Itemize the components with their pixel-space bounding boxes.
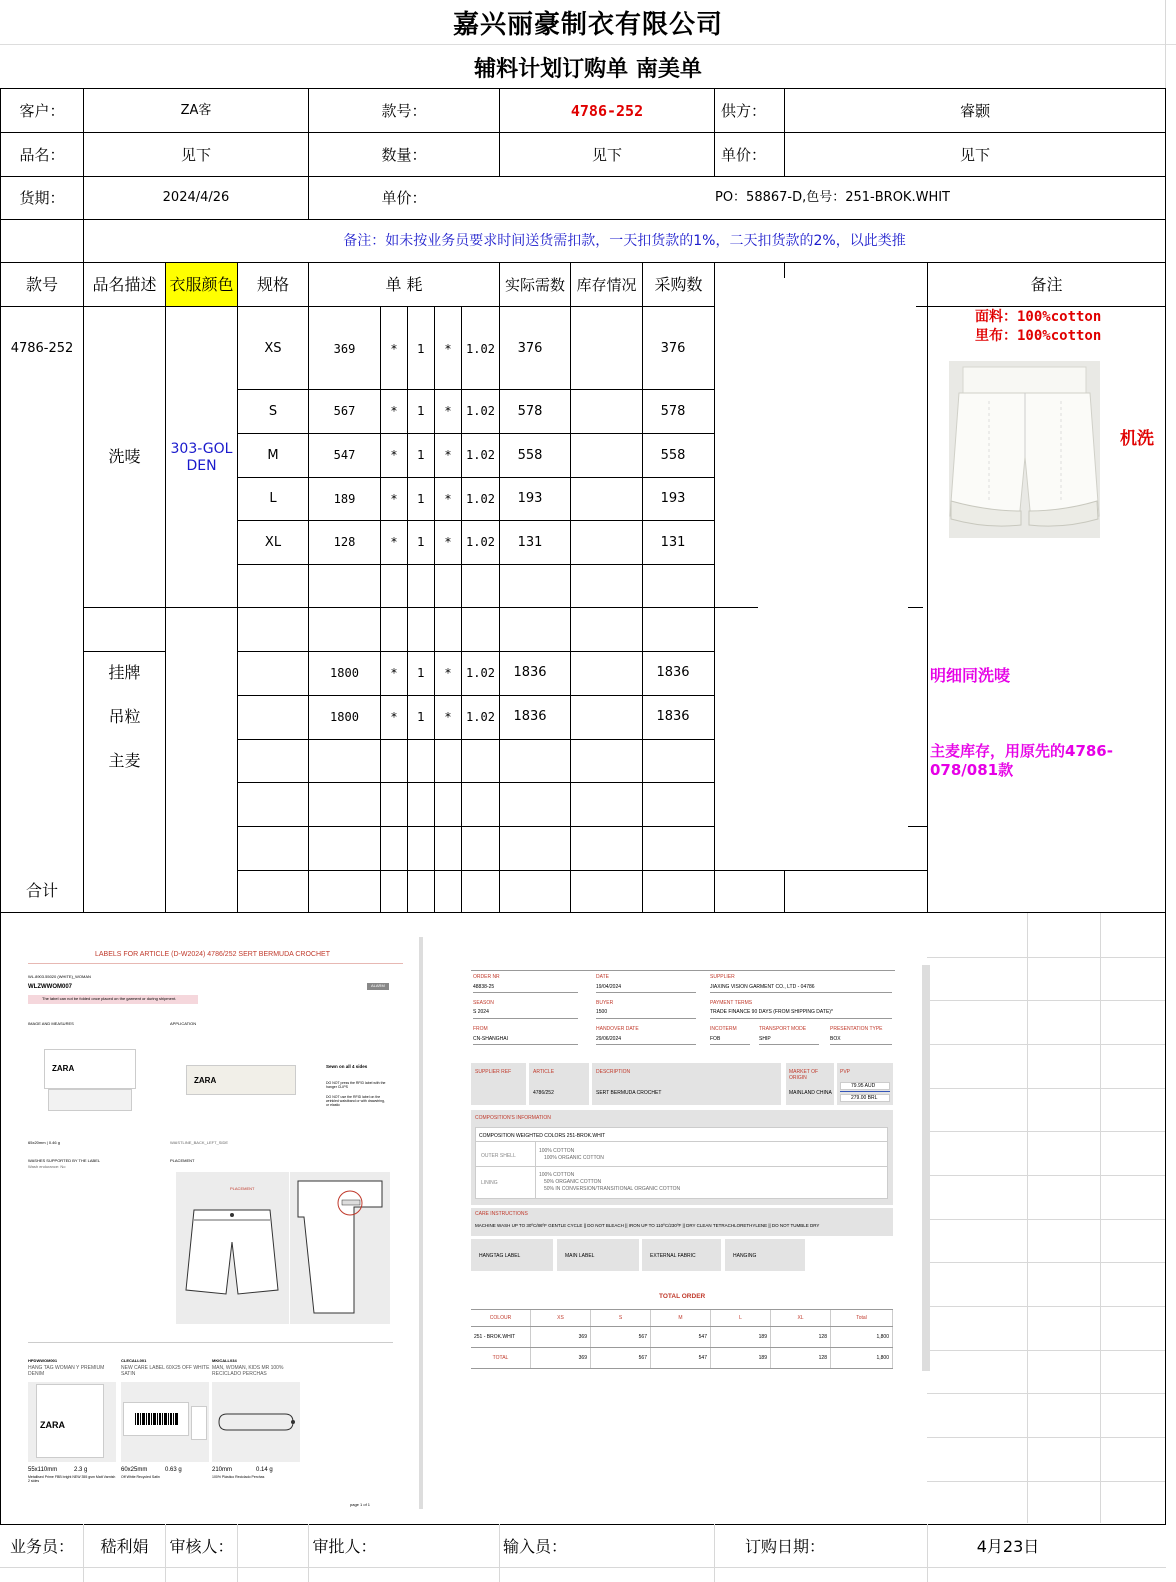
table-cell: Total [831,1310,893,1326]
size-row-m: 1 [417,341,425,356]
table-cell: 369 [531,1327,591,1347]
col-stock: 库存情况 [576,275,637,294]
color-name: 303-GOLDEN [170,441,233,474]
size-row-x1: * [391,535,397,550]
size-row-x2: * [445,535,451,550]
size-row-need: 193 [517,491,543,507]
size-row-size: XL [264,534,282,550]
remark-tag: 明细同洗唛 [930,666,1011,685]
size-row-qty: 128 [333,535,356,550]
table-cell: 567 [591,1348,651,1368]
order-sheet: ORDER NR 48838-25 DATE 19/04/2024 SUPPLIER JIAXING VISION GARMENT CO., LTD - 04786 SEASON S 2024 BUYER 1500 PAYMENT TERMS TRADE FINANCE 90 DAYS (FROM SHIPPING DATE)* FROM CN-SHANGHAI HANDOVER DATE 29/06/2024 INCOTERM FOB TRANSPORT MODE SHIP PRESENTATION TYPE BOX SUPPLIER REF ARTICLE 4786/252 DESCRIPTION SERT BERMUDA CROCHET MARKET OF ORIGIN MAINLAND CHINA PVP 79.95 AUD 279.00 BRL COMPOSITION'S INFORMATION COMPOSITION WEIGHTED COLORS 251-BROK.WHIT OUTER SHELL 100% COTTON 100% ORGANIC COTTON LINING 100% COTTON 50% ORGANIC COTTON 50% IN CONVERSION/TRANSITIONAL ORGANIC COTTON CARE INSTRUCTIONS MACHINE WASH UP TO 30ºC/86ºF GENTLE CYCLE || DO NOT BLEACH || IRON UP TO 110ºC/230ºF || DRY CLEAN TETRACHLORETHYLENE || DO NOT TUMBLE DRY HANGTAG LABEL MAIN LABEL EXTERNAL FABRIC HANGING TOTAL ORDER COLOUR XS S M L XL Total 251 - BROK.WHIT 369 567 547 189 128 1,800 TOTAL 369 567 547 189 128 1,800 [465,965,930,1371]
size-row-x1: * [391,448,397,463]
order-date-value: 4月23日 [976,1536,1040,1556]
qty-value: 见下 [591,145,622,164]
blank-region [715,278,916,607]
size-row-need: 578 [517,403,543,419]
main-label-button: MAIN LABEL [565,1253,595,1259]
barcode-icon [135,1413,179,1425]
extra-row-desc: 吊粒 [108,707,141,727]
size-row-f: 1.02 [466,404,495,419]
product-value: 见下 [180,145,211,164]
remark-note: 备注：如未按业务员要求时间送货需扣款，一天扣货款的1%，二天扣货款的2%，以此类推 [343,232,906,249]
unit-price2-label: 单价： [381,189,427,207]
size-row-x2: * [445,448,451,463]
external-fabric-button: EXTERNAL FABRIC [650,1253,696,1259]
col-style: 款号 [25,274,58,294]
label-sheet-title: LABELS FOR ARTICLE (D-W2024) 4786/252 SERT BERMUDA CROCHET [95,951,330,958]
table-row [471,1347,893,1369]
delivery-value: 2024/4/26 [162,190,230,206]
col-purchase: 采购数 [654,274,703,294]
extra-row-qty: 1800 [330,665,359,680]
extra-row-buy: 1836 [656,665,690,681]
inputter-label: 输入员： [502,1536,567,1556]
shorts-photo [949,361,1100,538]
product-label: 品名： [19,145,65,164]
hangtag-button: HANGTAG LABEL [479,1253,521,1259]
extra-row-desc: 主麦 [108,751,141,771]
table-cell: 547 [651,1348,711,1368]
table-cell: TOTAL [471,1348,531,1368]
extra-row-f: 1.02 [466,709,495,724]
table-cell: M [651,1310,711,1326]
unit-price-value: 见下 [959,145,990,164]
extra-row-x2: * [445,709,451,724]
tag-loop-icon [215,1412,297,1432]
size-row-m: 1 [417,448,425,463]
po-info: PO：58867-D,色号：251-BROK.WHIT [714,190,950,206]
extra-row-desc: 挂牌 [108,663,141,683]
table-cell: XS [531,1310,591,1326]
fabric-info [975,308,1101,346]
total-order-title: TOTAL ORDER [659,1293,706,1300]
zara-logo-1: ZARA [52,1064,75,1073]
size-row-m: 1 [417,535,425,550]
shorts-sketch-icon [182,1202,282,1302]
size-row-buy: 558 [660,447,686,463]
table-cell: 369 [531,1348,591,1368]
extra-row-qty: 1800 [330,709,359,724]
size-row-x2: * [445,404,451,419]
style-label: 款号： [381,101,427,120]
extra-row-buy: 1836 [656,709,690,725]
shorts-icon [949,361,1100,538]
label-spec-sheet: LABELS FOR ARTICLE (D-W2024) 4786/252 SERT BERMUDA CROCHET WL.8903.55020 (WHITE)_WOMAN WLZWWOM007 ALARM The label can not be folded once placed on the garment or during shipment. IMAGE AND MEASURES APPLICATION ZARA ZARA Sewn on all 4 sides DO NOT press the RFID label with the hanger CLIPS DO NOT use the RFID label on the wrinkled waistband or with drawstring, or elastic 65x20mm | 0.46 g WAISTLINE_BACK_LEFT_SIDE WASHES SUPPORTED BY THE LABEL Wash endurance: No PLACEMENT PLACEMENT HPDWWOM001 HANG TAG WOMAN Y PREMIUM DENIM ZARA 55x110mm 2.3 g Metallised Prime FBB bright NEW 355 gsm Matt Varnish 2 sides CLECALL001 NEW CARE LABEL 60X25 OFF WHITE SATIN 60x25mm 0.63 g Off White Recycled Satin MKICALL034 MAN, WOMAN, KIDS MR 100% RECICLADO PERCHAS 210mm 0.14 g 100% Plástico Reciclado Perchas page 1 of 1 [10,937,423,1509]
salesman-label: 业务员： [9,1536,74,1556]
alarm-badge: ALARM [367,983,389,990]
supplier-value: 睿颢 [959,101,990,120]
hanging-button: HANGING [733,1253,757,1259]
table-cell: 547 [651,1327,711,1347]
size-row-m: 1 [417,404,425,419]
size-row-f: 1.02 [466,491,495,506]
order-date-label: 订购日期： [744,1536,825,1556]
size-row-qty: 189 [333,491,356,506]
wash-label: 洗唛 [108,447,141,467]
col-need: 实际需数 [504,275,565,294]
reviewer-label: 审核人： [169,1536,234,1556]
size-row-buy: 131 [660,534,686,550]
size-row-size: L [269,491,277,507]
size-row-need: 131 [517,534,543,550]
table-cell: 128 [771,1348,831,1368]
approver-label: 审批人： [312,1536,377,1556]
extra-row-x2: * [445,665,451,680]
table-cell: L [711,1310,771,1326]
col-desc: 品名描述 [92,274,157,294]
zara-logo-2: ZARA [194,1076,217,1085]
table-cell: 251 - BROK.WHIT [471,1327,531,1347]
size-row-need: 558 [517,447,543,463]
size-row-x1: * [391,341,397,356]
size-row-x2: * [445,341,451,356]
extra-row-m: 1 [417,665,425,680]
size-row-f: 1.02 [466,535,495,550]
salesman-value: 嵇利娟 [100,1536,149,1556]
zara-logo-3: ZARA [40,1420,65,1430]
size-row-buy: 578 [660,403,686,419]
supplier-label: 供方： [721,101,767,120]
extra-row-x1: * [391,665,397,680]
size-row-x2: * [445,491,451,506]
table-cell: COLOUR [471,1310,531,1326]
table-cell: 1,800 [831,1348,893,1368]
style-value: 4786-252 [570,101,644,120]
size-row-size: M [267,447,279,463]
col-size: 规格 [256,274,289,294]
size-row-x1: * [391,404,397,419]
size-row-qty: 547 [333,448,356,463]
size-row-buy: 193 [660,491,686,507]
extra-row-m: 1 [417,709,425,724]
table-cell: S [591,1310,651,1326]
table-cell: 1,800 [831,1327,893,1347]
form-subtitle: 辅料计划订购单 南美单 [474,56,702,82]
extra-row-f: 1.02 [466,665,495,680]
body-style-no: 4786-252 [10,341,74,357]
table-cell: 189 [711,1348,771,1368]
size-row-buy: 376 [660,341,686,357]
table-row [471,1326,893,1347]
col-consumption: 单 耗 [385,274,423,294]
company-title: 嘉兴丽豪制衣有限公司 [0,0,1176,45]
unit-price-label: 单价： [721,145,767,164]
size-row-qty: 567 [333,404,356,419]
delivery-label: 货期： [19,189,65,207]
customer-label: 客户： [19,101,65,120]
extra-row-need: 1836 [513,665,547,681]
size-row-qty: 369 [333,341,356,356]
extra-row-x1: * [391,709,397,724]
table-cell: XL [771,1310,831,1326]
remark-main-label: 主麦库存，用原先的4786-078/081款 [930,742,1113,779]
wash-method: 机洗 [1120,429,1154,449]
table-cell: 189 [711,1327,771,1347]
fabric-lining: 里布：100%cotton [975,328,1102,344]
table-row [471,1309,893,1326]
total-order-table [471,1309,893,1369]
size-row-f: 1.02 [466,448,495,463]
size-row-x1: * [391,491,397,506]
size-row-f: 1.02 [466,341,495,356]
waist-detail-icon [294,1177,386,1317]
extra-row-need: 1836 [513,709,547,725]
size-row-size: S [268,403,278,419]
fabric-shell: 面料：100%cotton [975,309,1102,325]
customer-value: ZA客 [180,102,212,118]
col-remark: 备注 [1030,274,1063,294]
total-label: 合计 [25,881,58,901]
table-cell: 128 [771,1327,831,1347]
table-cell: 567 [591,1327,651,1347]
col-color: 衣服颜色 [166,263,237,306]
size-row-size: XS [264,341,282,357]
qty-label: 数量： [381,145,427,164]
size-row-need: 376 [517,341,543,357]
blank-region-2 [758,607,908,870]
size-row-m: 1 [417,491,425,506]
